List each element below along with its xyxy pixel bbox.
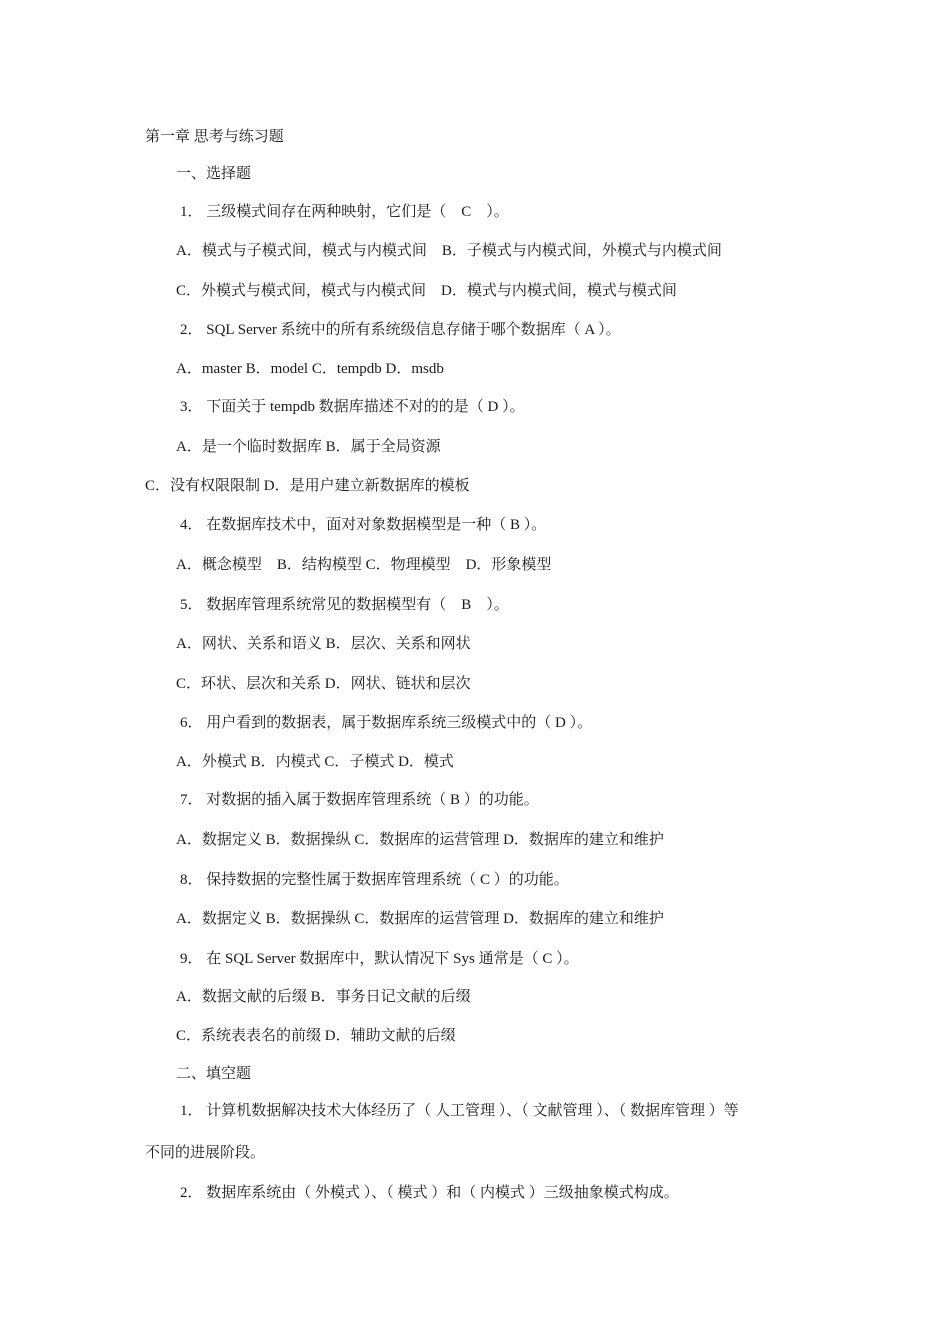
section-title-choice: 一、选择题 [176,166,252,182]
question-1: 1． 三级模式间存在两种映射，它们是（ C ）。 [180,204,509,220]
question-1-options-ab: A．模式与子模式间，模式与内模式间 B．子模式与内模式间，外模式与内模式间 [176,243,722,259]
question-9-options-cd: C．系统表表名的前缀 D．辅助文献的后缀 [176,1028,456,1044]
question-4-options: A．概念模型 B．结构模型 C．物理模型 D．形象模型 [176,557,552,573]
question-4: 4． 在数据库技术中，面对对象数据模型是一种（ B ）。 [180,517,547,533]
fill-in-1-line-2: 不同的进展阶段。 [145,1145,266,1161]
question-3: 3． 下面关于 tempdb 数据库描述不对的的是（ D ）。 [180,399,525,415]
section-title-fill-in: 二、填空题 [176,1066,252,1082]
question-6-options: A．外模式 B．内模式 C．子模式 D．模式 [176,754,454,770]
chapter-title: 第一章 思考与练习题 [145,129,284,145]
question-3-options-cd: C．没有权限限制 D．是用户建立新数据库的模板 [145,478,470,494]
question-2-options: A．master B．model C．tempdb D．msdb [176,361,444,377]
question-9: 9． 在 SQL Server 数据库中，默认情况下 Sys 通常是（ C ）。 [180,951,579,967]
question-5-options-cd: C．环状、层次和关系 D．网状、链状和层次 [176,676,471,692]
fill-in-2: 2． 数据库系统由（ 外模式 ）、（ 模式 ）和（ 内模式 ）三级抽象模式构成。 [180,1185,679,1201]
question-6: 6． 用户看到的数据表，属于数据库系统三级模式中的（ D ）。 [180,715,593,731]
question-5-options-ab: A．网状、关系和语义 B．层次、关系和网状 [176,636,471,652]
question-8: 8． 保持数据的完整性属于数据库管理系统（ C ）的功能。 [180,872,569,888]
question-1-options-cd: C．外模式与模式间，模式与内模式间 D．模式与内模式间，模式与模式间 [176,283,677,299]
question-9-options-ab: A．数据文献的后缀 B．事务日记文献的后缀 [176,989,471,1005]
question-5: 5． 数据库管理系统常见的数据模型有（ B ）。 [180,597,509,613]
question-7-options: A．数据定义 B．数据操纵 C．数据库的运营管理 D．数据库的建立和维护 [176,832,664,848]
fill-in-1-line-1: 1． 计算机数据解决技术大体经历了（ 人工管理 ）、（ 文献管理 ）、（ 数据库管理 ）等 [180,1103,739,1119]
question-2: 2． SQL Server 系统中的所有系统级信息存储于哪个数据库（ A ）。 [180,322,621,338]
question-3-options-ab: A．是一个临时数据库 B．属于全局资源 [176,439,441,455]
question-7: 7． 对数据的插入属于数据库管理系统（ B ）的功能。 [180,792,539,808]
question-8-options: A．数据定义 B．数据操纵 C．数据库的运营管理 D．数据库的建立和维护 [176,911,664,927]
